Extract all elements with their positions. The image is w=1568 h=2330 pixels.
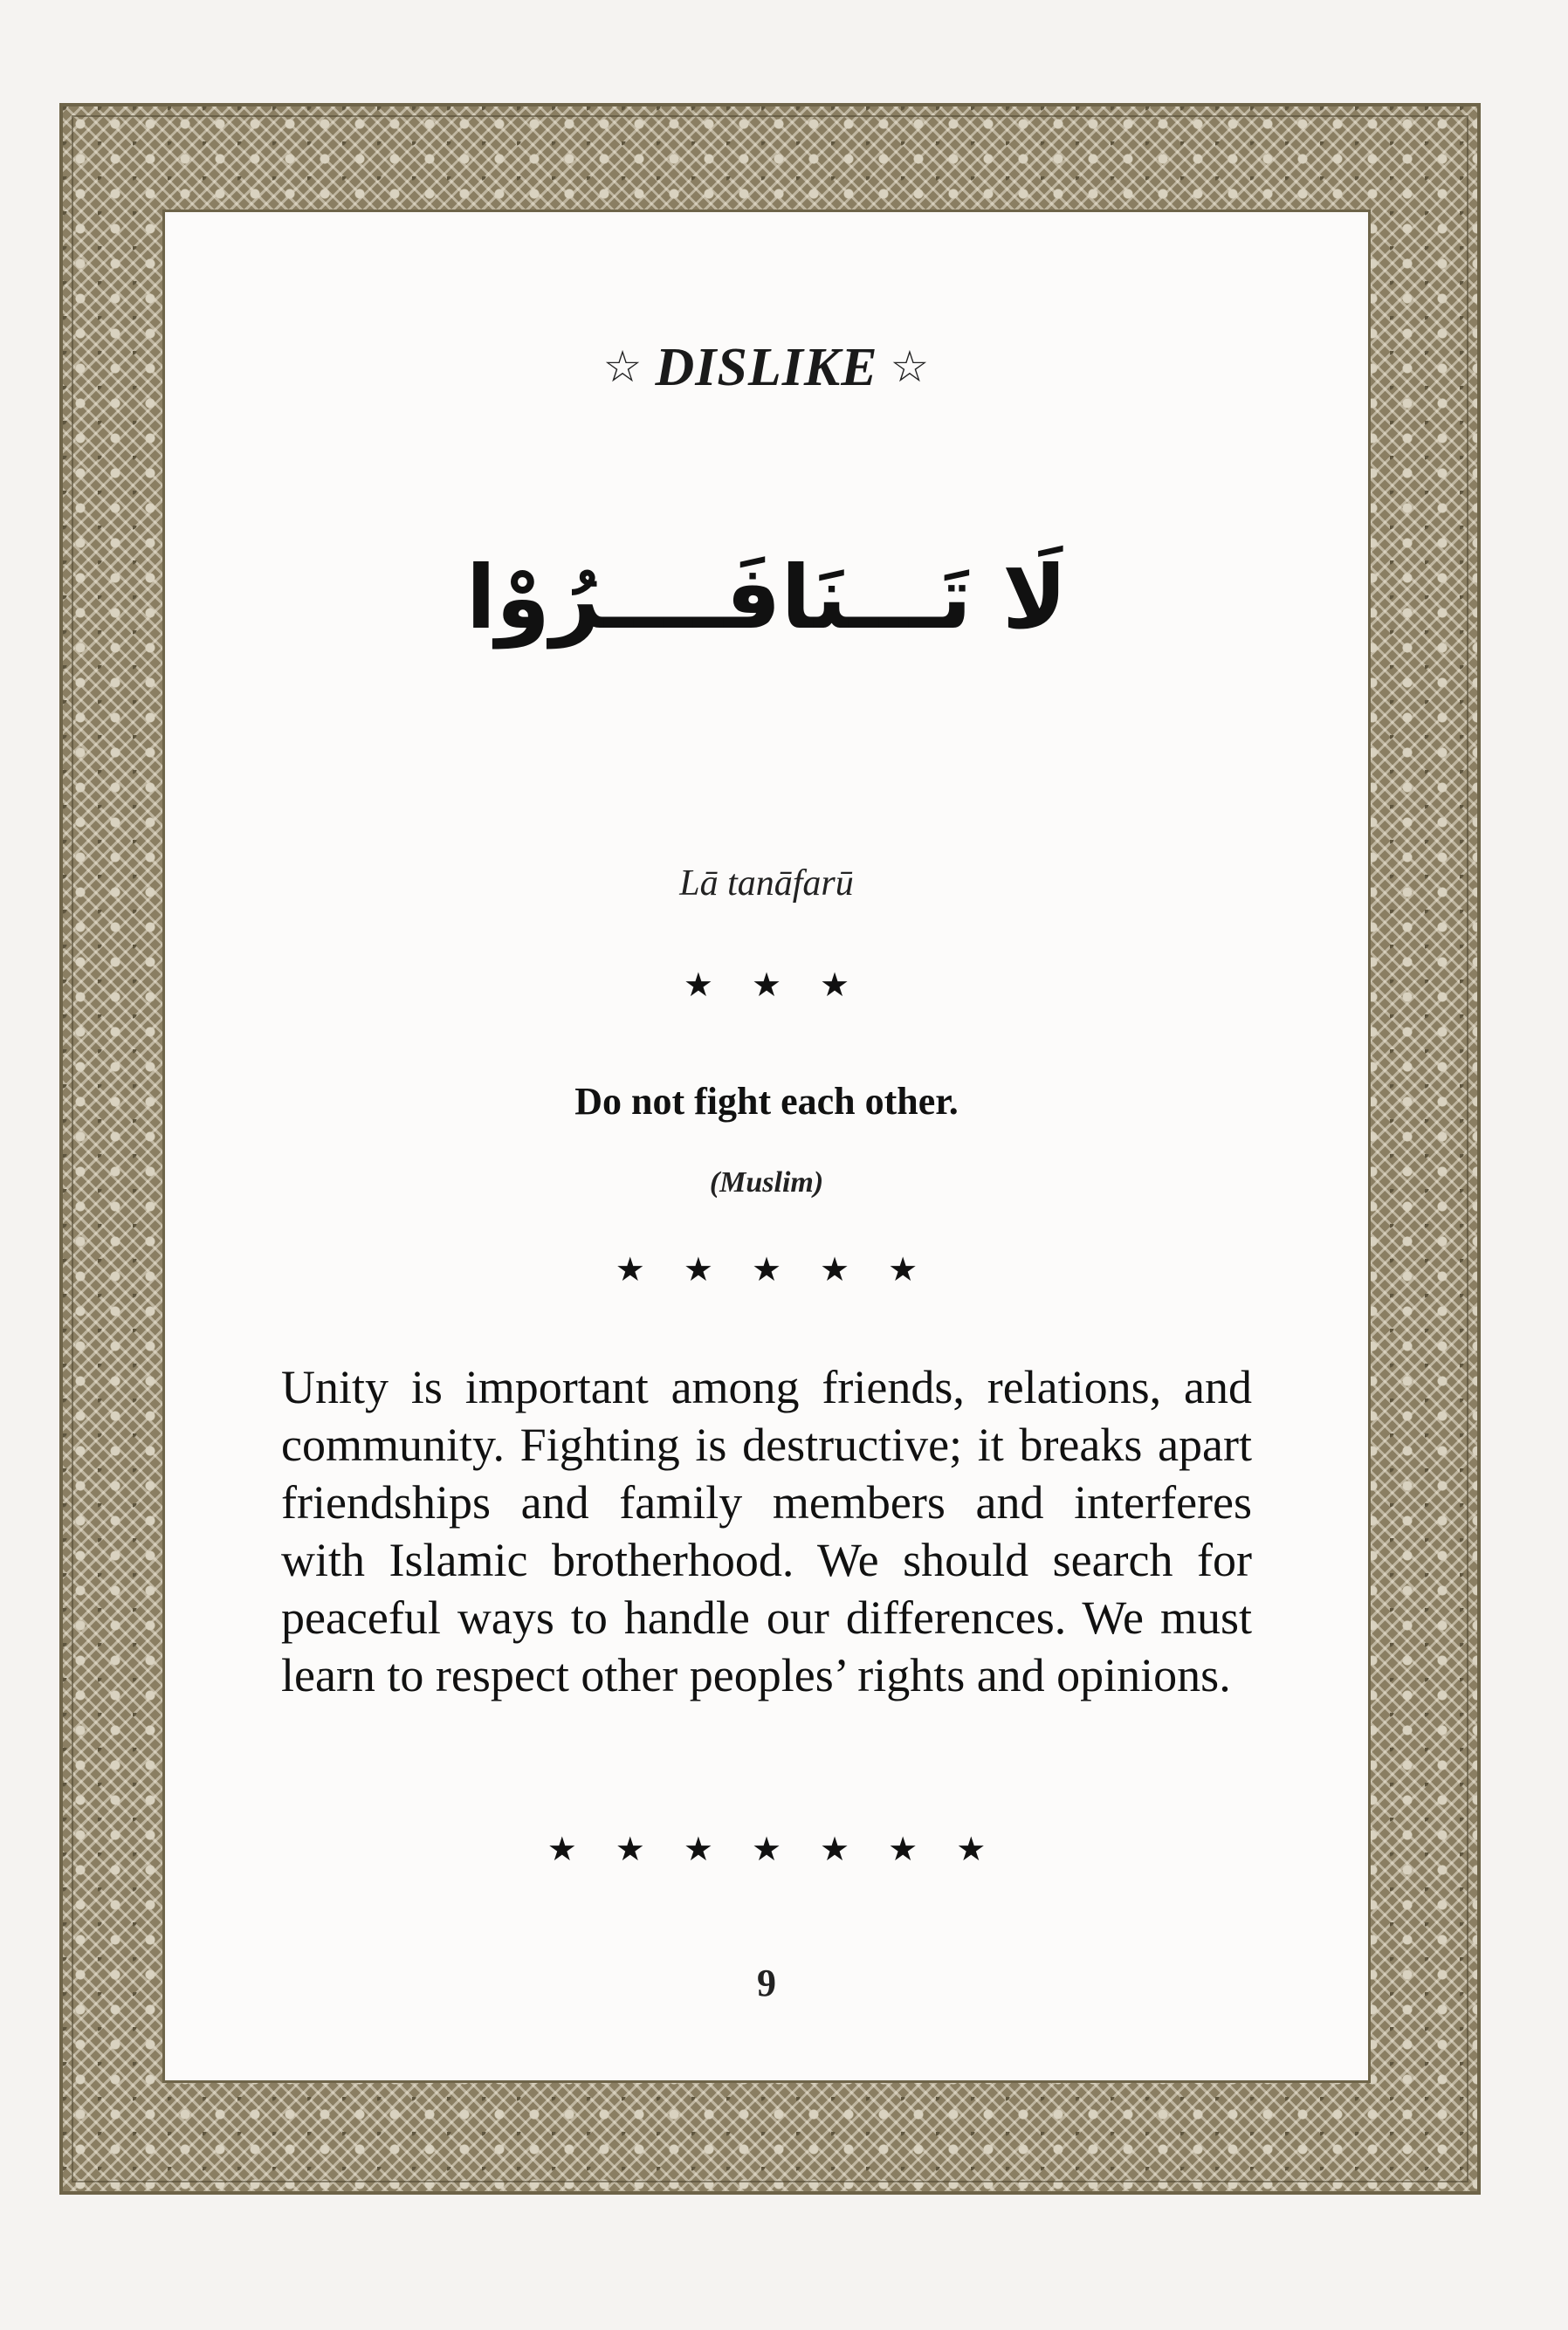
star-icon: ★: [547, 1830, 577, 1868]
star-icon: ★: [888, 1250, 918, 1289]
translation: Do not fight each other.: [574, 1080, 959, 1123]
star-icon: ★: [751, 1830, 782, 1868]
page-title: [168, 337, 1365, 399]
title-text: DISLIKE: [655, 338, 878, 397]
star-icon: ★: [751, 966, 782, 1004]
hadith-source: (Muslim): [709, 1166, 824, 1199]
star-icon: ★: [820, 1830, 850, 1868]
star-icon: ★: [683, 1830, 713, 1868]
star-divider: [168, 1250, 1365, 1289]
star-icon: ★: [615, 1250, 645, 1289]
star-icon: ★: [615, 1830, 645, 1868]
star-icon: ★: [683, 1250, 713, 1289]
transliteration: Lā tanāfarū: [679, 863, 854, 904]
arabic-phrase: لَا تَـــنَافَــــرُوْا: [465, 546, 1068, 649]
page-number: 9: [757, 1962, 776, 2004]
star-divider: [168, 966, 1365, 1004]
star-outline-icon: ☆: [602, 342, 643, 391]
star-outline-icon: ☆: [890, 342, 931, 391]
star-icon: ★: [820, 1250, 850, 1289]
star-icon: ★: [683, 966, 713, 1004]
star-divider: [168, 1830, 1365, 1868]
star-icon: ★: [888, 1830, 918, 1868]
star-icon: ★: [820, 966, 850, 1004]
star-icon: ★: [956, 1830, 987, 1868]
star-icon: ★: [751, 1250, 782, 1289]
page-content: [168, 215, 1365, 2078]
body-paragraph: Unity is important among friends, relations, and community. Fighting is destructive; it breaks apart friendships and family members and interferes with Islamic brotherhood. We should search for peaceful ways to handle our differences. We must learn to respect other peoples’ rights and opinions.: [281, 1361, 1252, 1701]
